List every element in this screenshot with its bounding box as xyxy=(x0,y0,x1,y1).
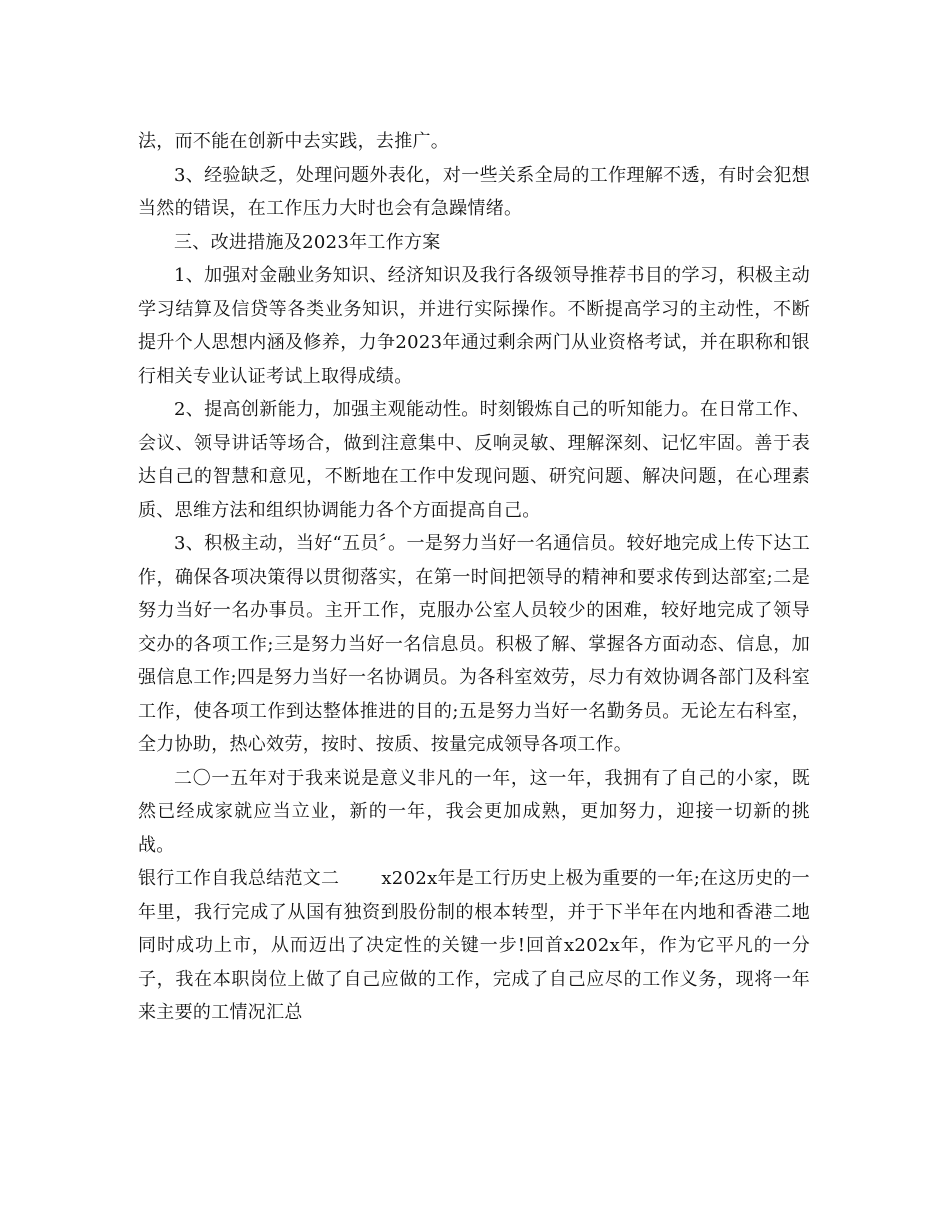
document-body xyxy=(138,125,810,1030)
sample-two-body: x202x年是工行历史上极为重要的一年;在这历史的一年里，我行完成了从国有独资到股份制的根本转型，并于下半年在内地和香港二地同时成功上市，从而迈出了决定性的关键一步!回首x202x年，作为它平凡的一分子，我在本职岗位上做了自己应做的工作，完成了自己应尽的工作义务，现将一年来主要的工情况汇总 xyxy=(138,868,810,1023)
sample-two-title: 银行工作自我总结范文二 xyxy=(138,868,340,889)
paragraph-closing: 二〇一五年对于我来说是意义非凡的一年，这一年，我拥有了自己的小家，既然已经成家就应当立业，新的一年，我会更加成熟，更加努力，迎接一切新的挑战。 xyxy=(138,767,810,856)
paragraph-problem-3: 3、经验缺乏，处理问题外表化，对一些关系全局的工作理解不透，有时会犯想当然的错误，在工作压力大时也会有急躁情绪。 xyxy=(138,164,810,219)
paragraph-measure-1: 1、加强对金融业务知识、经济知识及我行各级领导推荐书目的学习，积极主动学习结算及信贷等各类业务知识，并进行实际操作。不断提高学习的主动性，不断提升个人思想内涵及修养，力争2023年通过剩余两门从业资格考试，并在职称和银行相关专业认证考试上取得成绩。 xyxy=(138,265,810,387)
paragraph-measure-2: 2、提高创新能力，加强主观能动性。时刻锻炼自己的听知能力。在日常工作、会议、领导讲话等场合，做到注意集中、反响灵敏、理解深刻、记忆牢固。善于表达自己的智慧和意见，不断地在工作中发现问题、研究问题、解决问题，在心理素质、思维方法和组织协调能力各个方面提高自己。 xyxy=(138,399,810,521)
paragraph-sample-two xyxy=(138,862,810,1030)
paragraph-continuation: 法，而不能在创新中去实践，去推广。 xyxy=(138,131,450,152)
section-heading-improvement: 三、改进措施及2023年工作方案 xyxy=(174,231,441,253)
paragraph-measure-3: 3、积极主动，当好“五员〞。一是努力当好一名通信员。较好地完成上传下达工作，确保各项决策得以贯彻落实，在第一时间把领导的精神和要求传到达部室;二是努力当好一名办事员。主开工作，克服办公室人员较少的困难，较好地完成了领导交办的各项工作;三是努力当好一名信息员。积极了解、掌握各方面动态、信息，加强信息工作;四是努力当好一名协调员。为各科室效劳，尽力有效协调各部门及科室工作，使各项工作到达整体推进的目的;五是努力当好一名勤务员。无论左右科室，全力协助，热心效劳，按时、按质、按量完成领导各项工作。 xyxy=(138,533,810,755)
